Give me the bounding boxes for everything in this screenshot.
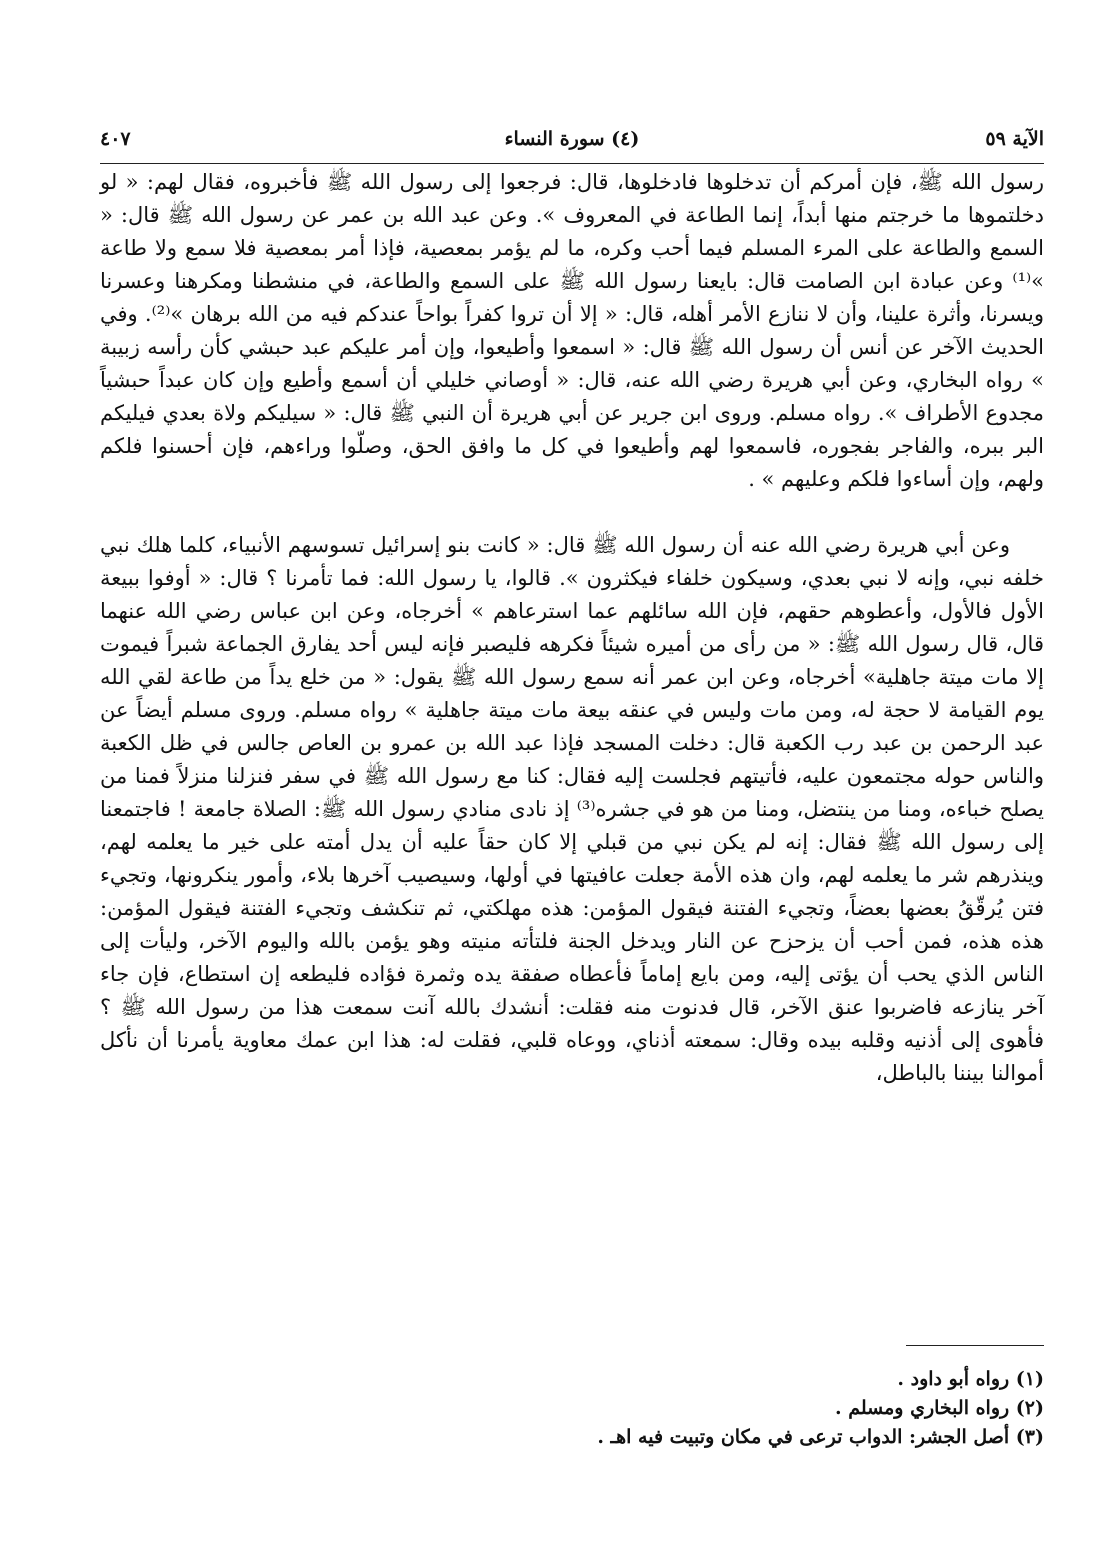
header-rule [100,163,1044,164]
page-number: ٤٠٧ [100,128,131,150]
paragraph-2: وعن أبي هريرة رضي الله عنه أن رسول الله ﷺ قال: « كانت بنو إسرائيل تسوسهم الأنبياء، كلما هلك نبي خلفه نبي، وإنه لا نبي بعدي، وسيكون خلفاء فيكثرون ». قالوا، يا رسول الله: فما تأمرنا ؟ قال: « أوفوا ببيعة الأول فالأول، وأعطوهم حقهم، فإن الله سائلهم عما استرعاهم » أخرجاه، وعن ابن عباس رضي الله عنهما قال، قال رسول الله ﷺ: « من رأى من أميره شيئاً فكرهه فليصبر فإنه ليس أحد يفارق الجماعة شبراً فيموت إلا مات ميتة جاهلية» أخرجاه، وعن ابن عمر أنه سمع رسول الله ﷺ يقول: « من خلع يداً من طاعة لقي الله يوم القيامة لا حجة له، ومن مات وليس في عنقه بيعة مات ميتة جاهلية » رواه مسلم. وروى مسلم أيضاً عن عبد الرحمن بن عبد رب الكعبة قال: دخلت المسجد فإذا عبد الله بن عمرو بن العاص جالس في ظل الكعبة والناس حوله مجتمعون عليه، فأتيتهم فجلست إليه فقال: كنا مع رسول الله ﷺ في سفر فنزلنا منزلاً فمنا من يصلح خباءه، ومنا من ينتضل، ومنا من هو في جشره⁽³⁾ إذ نادى منادي رسول الله ﷺ: الصلاة جامعة ! فاجتمعنا إلى رسول الله ﷺ فقال: إنه لم يكن نبي من قبلي إلا كان حقاً عليه أن يدل أمته على خير ما يعلمه لهم، وينذرهم شر ما يعلمه لهم، وان هذه الأمة جعلت عافيتها في أولها، وسيصيب آخرها بلاء، وأمور ينكرونها، وتجيء فتن يُرقّقُ بعضها بعضاً، وتجيء الفتنة فيقول المؤمن: هذه مهلكتي، ثم تنكشف وتجيء الفتنة فيقول المؤمن: هذه هذه، فمن أحب أن يزحزح عن النار ويدخل الجنة فلتأته منيته وهو يؤمن بالله واليوم الآخر، وليأت إلى الناس الذي يحب أن يؤتى إليه، ومن بايع إماماً فأعطاه صفقة يده وثمرة فؤاده فليطعه إن استطاع، فإن جاء آخر ينازعه فاضربوا عنق الآخر، قال فدنوت منه فقلت: أنشدك بالله آنت سمعت هذا من رسول الله ﷺ ؟ فأهوى إلى أذنيه وقلبه بيده وقال: سمعته أذناي، ووعاه قلبي، فقلت له: هذا ابن عمك معاوية يأمرنا أن نأكل أموالنا بيننا بالباطل، [100,533,1044,1085]
footnote-3: (٣) أصل الجشر: الدواب ترعى في مكان وتبيت فيه اهـ . [597,1426,1044,1448]
running-header [100,128,1044,158]
surah-title: (٤) سورة النساء [504,128,640,150]
footnote-2: (٢) رواه البخاري ومسلم . [834,1397,1044,1419]
verse-label: الآية ٥٩ [985,128,1044,150]
footnote-rule [906,1345,1044,1346]
paragraph-1: رسول الله ﷺ، فإن أمركم أن تدخلوها فادخلوها، قال: فرجعوا إلى رسول الله ﷺ فأخبروه، فقال لهم: « لو دخلتموها ما خرجتم منها أبداً، إنما الطاعة في المعروف ». وعن عبد الله بن عمر عن رسول الله ﷺ قال: « السمع والطاعة على المرء المسلم فيما أحب وكره، ما لم يؤمر بمعصية، فإذا أمر بمعصية فلا سمع ولا طاعة »⁽¹⁾ وعن عبادة ابن الصامت قال: بايعنا رسول الله ﷺ على السمع والطاعة، في منشطنا ومكرهنا وعسرنا ويسرنا، وأثرة علينا، وأن لا ننازع الأمر أهله، قال: « إلا أن تروا كفراً بواحاً عندكم فيه من الله برهان »⁽²⁾. وفي الحديث الآخر عن أنس أن رسول الله ﷺ قال: « اسمعوا وأطيعوا، وإن أمر عليكم عبد حبشي كأن رأسه زبيبة » رواه البخاري، وعن أبي هريرة رضي الله عنه، قال: « أوصاني خليلي أن أسمع وأطيع وإن كان عبداً حبشياً مجدوع الأطراف ». رواه مسلم. وروى ابن جرير عن أبي هريرة أن النبي ﷺ قال: « سيليكم ولاة بعدي فيليكم البر ببره، والفاجر بفجوره، فاسمعوا لهم وأطيعوا في كل ما وافق الحق، وصلّوا وراءهم، فإن أحسنوا فلكم ولهم، وإن أساءوا فلكم وعليهم » . [100,170,1045,491]
body-text [100,166,1044,1090]
footnote-1: (١) رواه أبو داود . [897,1368,1044,1390]
footnotes [100,1365,1044,1452]
